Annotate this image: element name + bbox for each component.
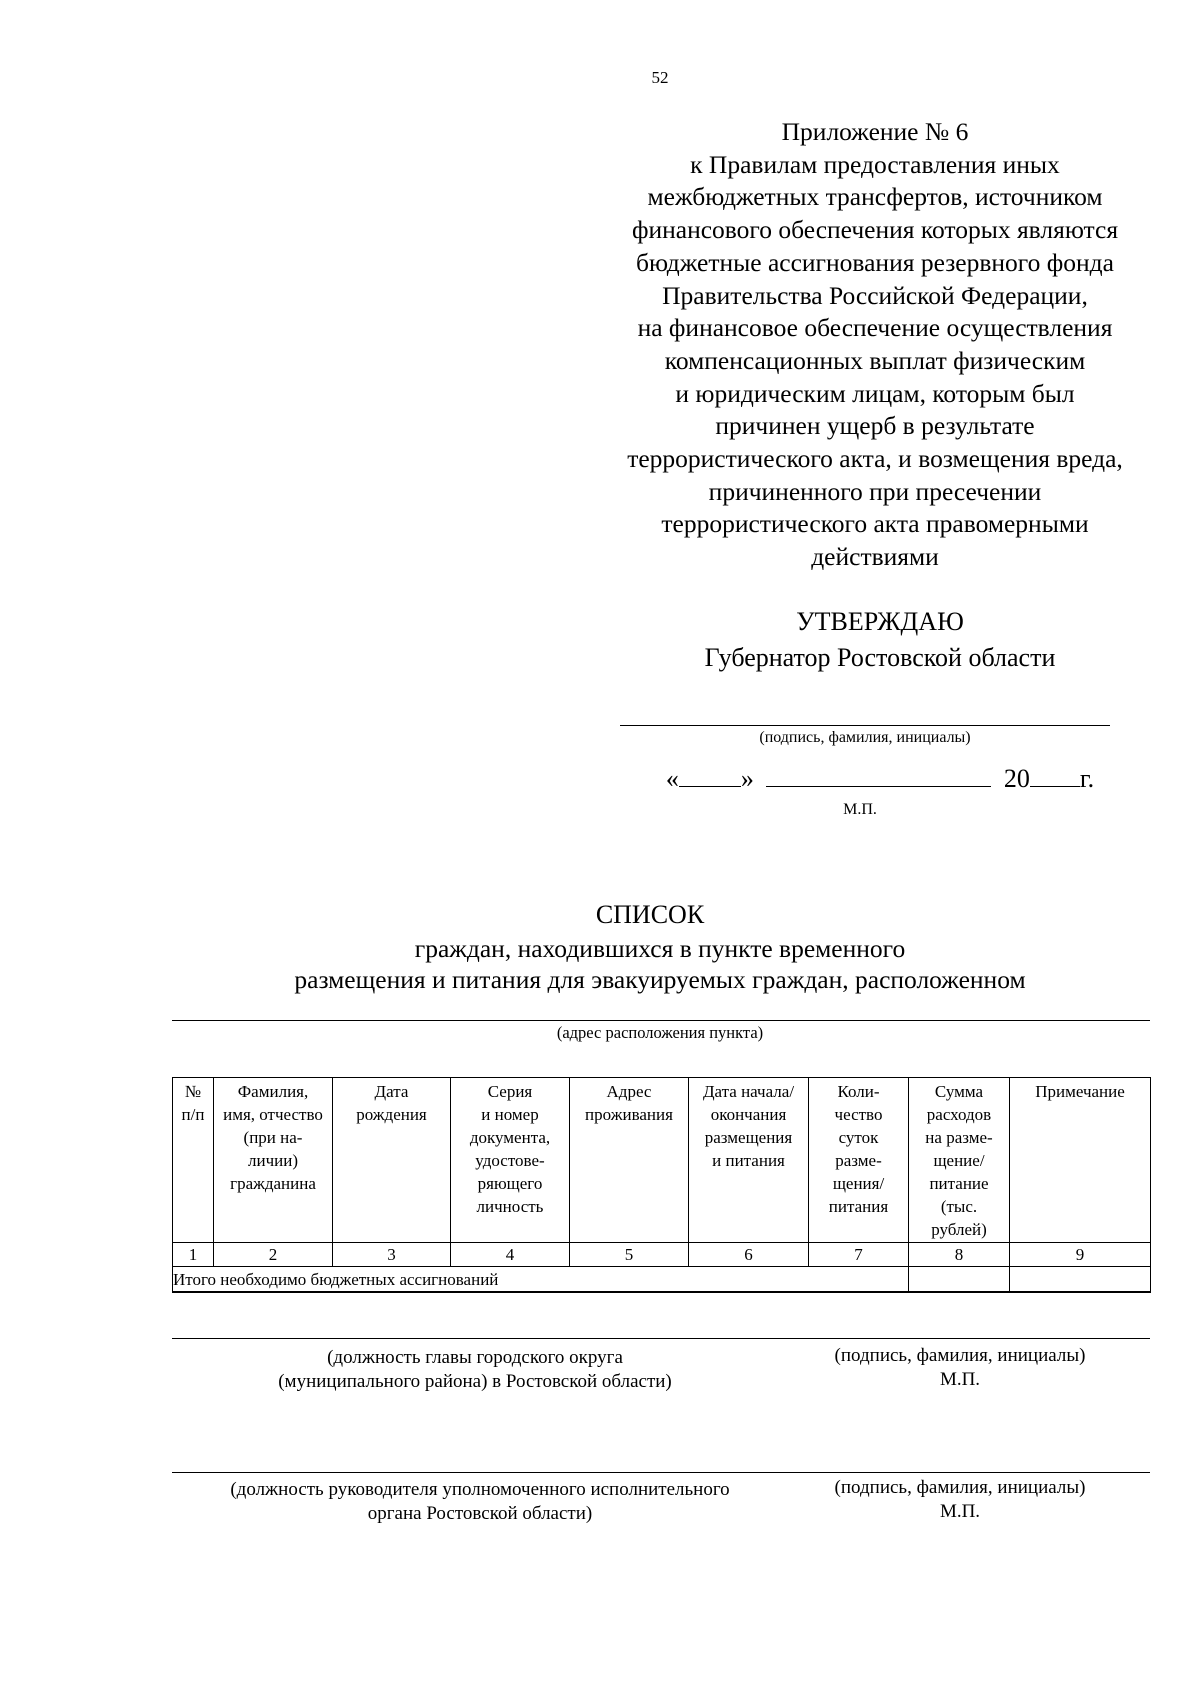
appendix-line: компенсационных выплат физическим: [664, 345, 1086, 375]
column-header-note: Примечание: [1010, 1078, 1151, 1243]
column-header-days-count: Коли- чество суток разме- щения/ питания: [809, 1078, 909, 1243]
appendix-line: террористического акта, и возмещения вреда,: [627, 444, 1123, 474]
appendix-line: причиненного при пресечении: [708, 476, 1042, 506]
column-number-cell: 6: [689, 1243, 809, 1267]
column-number-cell: 4: [451, 1243, 570, 1267]
table-header-row: [173, 1078, 1151, 1243]
appendix-line: межбюджетных трансфертов, источником: [647, 182, 1103, 212]
column-number-cell: 1: [173, 1243, 214, 1267]
appendix-line: причинен ущерб в результате: [715, 411, 1035, 441]
approval-signature-caption: (подпись, фамилия, инициалы): [759, 729, 971, 746]
column-header-placement-dates: Дата начала/ окончания размещения и питания: [689, 1078, 809, 1243]
appendix-line: террористического акта правомерными: [661, 509, 1089, 539]
appendix-line: Правительства Российской Федерации,: [662, 280, 1088, 310]
appendix-line: на финансовое обеспечение осуществления: [637, 313, 1113, 343]
appendix-heading: [585, 116, 1165, 574]
signature-caption-municipal-head: [800, 1344, 1120, 1392]
signature-caption: (подпись, фамилия, инициалы): [834, 1477, 1086, 1498]
date-month-blank[interactable]: [766, 764, 991, 787]
page-number: 52: [651, 68, 669, 87]
signature-caption: (подпись, фамилия, инициалы): [834, 1345, 1086, 1366]
date-day-blank[interactable]: [679, 764, 741, 787]
approval-signature-line[interactable]: [620, 725, 1110, 726]
list-title: СПИСОК: [595, 900, 705, 929]
stamp-label: М.П.: [939, 1501, 981, 1522]
total-row: [173, 1267, 1151, 1293]
approval-stamp: М.П.: [843, 801, 877, 818]
date-year-suffix: г.: [1079, 764, 1095, 793]
column-number-cell: 8: [909, 1243, 1010, 1267]
approval-date: [600, 764, 1160, 794]
list-subtitle-line2: размещения и питания для эвакуируемых граждан, расположенном: [294, 965, 1026, 994]
position-caption-line: (должность руководителя уполномоченного исполнительного: [230, 1479, 730, 1500]
approval-person: Губернатор Ростовской области: [704, 643, 1056, 672]
position-caption-line: (муниципального района) в Ростовской области): [278, 1371, 672, 1392]
column-header-full-name: Фамилия, имя, отчество (при на- личии) гражданина: [214, 1078, 333, 1243]
address-line[interactable]: [172, 1020, 1150, 1021]
column-header-birth-date: Дата рождения: [333, 1078, 451, 1243]
total-label: Итого необходимо бюджетных ассигнований: [173, 1267, 909, 1293]
column-number-cell: 9: [1010, 1243, 1151, 1267]
appendix-line: финансового обеспечения которых являются: [631, 215, 1119, 245]
date-year-blank[interactable]: [1030, 764, 1080, 787]
column-header-identity-document: Серия и номер документа, удостове- ряющего личность: [451, 1078, 570, 1243]
citizens-table: [172, 1077, 1151, 1293]
position-caption-line: (должность главы городского округа: [327, 1347, 623, 1368]
stamp-label: М.П.: [939, 1369, 981, 1390]
appendix-line: бюджетные ассигнования резервного фонда: [636, 247, 1114, 277]
column-number-cell: 3: [333, 1243, 451, 1267]
signature-line-municipal-head[interactable]: [172, 1338, 1150, 1339]
date-close-quote: »: [740, 764, 754, 793]
approval-title: УТВЕРЖДАЮ: [796, 607, 964, 636]
total-note-cell[interactable]: [1010, 1267, 1151, 1293]
appendix-line: и юридическим лицам, которым был: [675, 378, 1075, 408]
position-caption-municipal-head: [210, 1346, 740, 1394]
column-header-address: Адрес проживания: [570, 1078, 689, 1243]
column-number-cell: 2: [214, 1243, 333, 1267]
column-number-cell: 7: [809, 1243, 909, 1267]
appendix-line: действиями: [811, 542, 939, 572]
table-row: [173, 1243, 1151, 1267]
position-caption-authority-head: [180, 1478, 780, 1526]
signature-caption-authority-head: [800, 1476, 1120, 1524]
appendix-line: к Правилам предоставления иных: [690, 149, 1060, 179]
list-subtitle-line1: граждан, находившихся в пункте временного: [414, 934, 906, 963]
column-header-expense-sum: Сумма расходов на разме- щение/ питание (тыс. рублей): [909, 1078, 1010, 1243]
column-header-number: № п/п: [173, 1078, 214, 1243]
column-number-cell: 5: [570, 1243, 689, 1267]
address-caption: (адрес расположения пункта): [556, 1023, 764, 1042]
signature-line-authority-head[interactable]: [172, 1472, 1150, 1473]
total-sum-cell[interactable]: [909, 1267, 1010, 1293]
date-year-prefix: 20: [1003, 764, 1030, 793]
position-caption-line: органа Ростовской области): [367, 1503, 593, 1524]
appendix-line: Приложение № 6: [781, 117, 969, 146]
date-open-quote: «: [665, 764, 679, 793]
